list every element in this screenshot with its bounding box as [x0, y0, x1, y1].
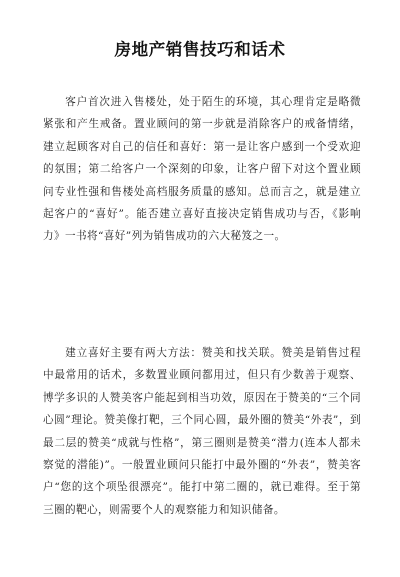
paragraph-building-liking: 建立喜好主要有两大方法：赞美和找关联。赞美是销售过程中最常用的话术，多数置业顾问都用过，但只有少数善于观察、博学多识的人赞美客户能起到相当功效，原因在于赞美的“三个同心圆”理论。赞美像打靶，三个同心圆，最外圈的赞美“外表”，到最二层的赞美“成就与性格”，第三圈则是赞美“潜力(连本人都未察觉的潜能)”。一般置业顾问只能打中最外圈的“外表”，赞美客户“您的这个项坠很漂亮”。能打中第二圈的，就已难得。至于第三圈的靶心，则需要个人的观察能力和知识储备。	[43, 347, 361, 516]
document-title: 房地产销售技巧和话术	[114, 40, 286, 59]
paragraph-customer-first-visit: 客户首次进入售楼处，处于陌生的环境，其心理肯定是略微紧张和产生戒备。置业顾问的第一步就是消除客户的戒备情绪，建立起顾客对自己的信任和喜好：第一是让客户感到一个受欢迎的氛围；第二给客户一个深刻的印象，让客户留下对这个置业顾问专业性强和售楼处高档服务质量的感知。总而言之，就是建立起客户的“喜好”。能否建立喜好直接决定销售成功与否，《影响力》一书将“喜好”列为销售成功的六大秘笈之一。	[43, 96, 361, 243]
